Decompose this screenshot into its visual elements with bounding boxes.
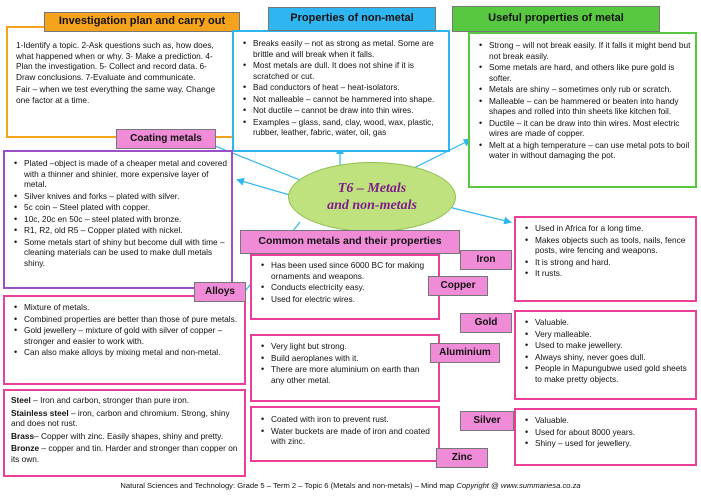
- gold-title: Gold: [460, 313, 512, 333]
- zinc-title: Zinc: [436, 448, 488, 468]
- center-title-line2: and non-metals: [327, 198, 417, 213]
- alloy-brass-text: – Copper with zinc. Easily shapes, shiny and pretty.: [34, 430, 224, 441]
- nonmetal-title: Properties of non-metal: [268, 7, 436, 31]
- alloy-bronze-text: – copper and tin. Harder and stronger than copper on its own.: [11, 443, 238, 464]
- gold-box: [514, 310, 697, 400]
- silver-item: • Valuable.: [535, 415, 691, 426]
- footer-text: Natural Sciences and Technology: Grade 5 – Term 2 – Topic 6 (Metals and non-metals) – Mind map: [120, 481, 457, 490]
- alloy-steel-text: – Iron and carbon, stronger than pure iron.: [30, 395, 190, 405]
- useful-item: • Strong – will not break easily. If it falls it might bend but not break easily.: [489, 40, 691, 61]
- zinc-item: • Coated with iron to prevent rust.: [271, 414, 434, 425]
- nonmetal-item: • Examples – glass, sand, clay, wood, wax, plastic, rubber, leather, fabric, water, oil, gas: [253, 117, 444, 138]
- coating-item: • 5c coin – Steel plated with copper.: [24, 202, 227, 213]
- coating-item: • 10c, 20c en 50c – steel plated with bronze.: [24, 214, 227, 225]
- iron-item: • Makes objects such as tools, nails, fence posts, wire fencing and weapons.: [535, 235, 691, 256]
- zinc-box: [250, 406, 440, 462]
- aluminium-item: • There are more aluminium on earth than any other metal.: [271, 364, 434, 385]
- alloy-stainless-name: Stainless steel: [11, 407, 69, 418]
- nonmetal-item: • Most metals are dull. It does not shine if it is scratched or cut.: [253, 60, 444, 81]
- footer-copyright: Copyright @ www.summariesa.co.za: [456, 481, 581, 490]
- alloys-item: • Combined properties are better than those of pure metals.: [24, 314, 240, 325]
- investigation-title: Investigation plan and carry out: [44, 12, 240, 32]
- copper-item: • Conducts electricity easy.: [271, 282, 434, 293]
- nonmetal-item: • Not malleable – cannot be hammered into shape.: [253, 94, 444, 105]
- common-metals-title: Common metals and their properties: [240, 230, 460, 254]
- footer: [0, 478, 701, 494]
- alloy-stainless-text: – iron, carbon and chromium. Strong, shiny and does not rust.: [11, 407, 230, 429]
- copper-item: • Has been used since 6000 BC for making ornaments and weapons.: [271, 260, 434, 281]
- nonmetal-box: [232, 30, 450, 152]
- gold-item: • Very malleable.: [535, 329, 691, 340]
- alloy-bronze-name: Bronze: [11, 443, 40, 454]
- copper-box: [250, 254, 440, 320]
- iron-item: • It is strong and hard.: [535, 257, 691, 268]
- gold-item: • Valuable.: [535, 317, 691, 328]
- iron-item: • It rusts.: [535, 268, 691, 279]
- fair-test-text: Fair – when we test everything the same way. Change one factor at a time.: [16, 84, 216, 105]
- useful-item: • Melt at a high temperature – can use metal pots to boil water in without damaging the pot.: [489, 140, 691, 161]
- iron-title: Iron: [460, 250, 512, 270]
- coating-title: Coating metals: [116, 129, 216, 149]
- nonmetal-item: • Not ductile – cannot be draw into thin wires.: [253, 105, 444, 116]
- zinc-item: • Water buckets are made of iron and coated with zinc.: [271, 426, 434, 447]
- aluminium-box: [250, 334, 440, 402]
- alloys-box: [3, 295, 246, 385]
- nonmetal-item: • Bad conductors of heat – heat-isolators.: [253, 82, 444, 93]
- copper-title: Copper: [428, 276, 488, 296]
- coating-item: • Silver knives and forks – plated with silver.: [24, 191, 227, 202]
- coating-item: • R1, R2, old R5 – Copper plated with nickel.: [24, 225, 227, 236]
- alloys-item: • Can also make alloys by mixing metal and non-metal.: [24, 347, 240, 358]
- alloys-item: • Mixture of metals.: [24, 302, 240, 313]
- alloy-brass-name: Brass: [11, 430, 35, 441]
- aluminium-item: • Very light but strong.: [271, 341, 434, 352]
- gold-item: • People in Mapungubwe used gold sheets to make pretty objects.: [535, 363, 691, 384]
- useful-item: • Ductile – it can be draw into thin wires. Most electric wires are made of copper.: [489, 118, 691, 139]
- gold-item: • Always shiny, never goes dull.: [535, 352, 691, 363]
- investigation-steps: 1-Identify a topic. 2-Ask questions such as, how does, what happened when or why. 3- Make a prediction. 4-Plan the investigation. 5- Collect and record data. 6-Draw conclusions. 7-Evaluate and communicate.: [16, 40, 214, 82]
- copper-item: • Used for electric wires.: [271, 294, 434, 305]
- useful-title: Useful properties of metal: [452, 6, 660, 32]
- investigation-box: [6, 26, 234, 138]
- alloys-title: Alloys: [194, 282, 246, 302]
- coating-item: • Plated –object is made of a cheaper metal and covered with a thinner and shinier, more expensive layer of metal.: [24, 158, 227, 190]
- silver-box: [514, 408, 697, 466]
- useful-item: • Some metals are hard, and others like pure gold is softer.: [489, 62, 691, 83]
- alloy-steel-name: Steel: [11, 395, 31, 405]
- useful-item: • Metals are shiny – sometimes only rub or scratch.: [489, 84, 691, 95]
- nonmetal-item: • Breaks easily – not as strong as metal. Some are brittle and will break when it falls.: [253, 38, 444, 59]
- silver-item: • Shiny – used for jewellery.: [535, 438, 691, 449]
- useful-item: • Malleable – can be hammered or beaten into handy shapes and rolled into thin sheets like kitchen foil.: [489, 96, 691, 117]
- gold-item: • Used to make jewellery.: [535, 340, 691, 351]
- aluminium-title: Aluminium: [430, 343, 500, 363]
- silver-title: Silver: [460, 411, 514, 431]
- alloy-examples-box: [3, 389, 246, 477]
- alloys-item: • Gold jewellery – mixture of gold with silver of copper – stronger and easier to work with.: [24, 325, 240, 346]
- aluminium-item: • Build aeroplanes with it.: [271, 353, 434, 364]
- center-title-line1: T6 – Metals: [337, 181, 407, 196]
- iron-item: • Used in Africa for a long time.: [535, 223, 691, 234]
- iron-box: [514, 216, 697, 302]
- coating-box: [3, 150, 233, 289]
- center-topic: [288, 162, 456, 232]
- silver-item: • Used for about 8000 years.: [535, 427, 691, 438]
- useful-box: [468, 32, 697, 188]
- coating-item: • Some metals start of shiny but become dull with time – cleaning materials can be used to make dull metals shiny.: [24, 237, 227, 269]
